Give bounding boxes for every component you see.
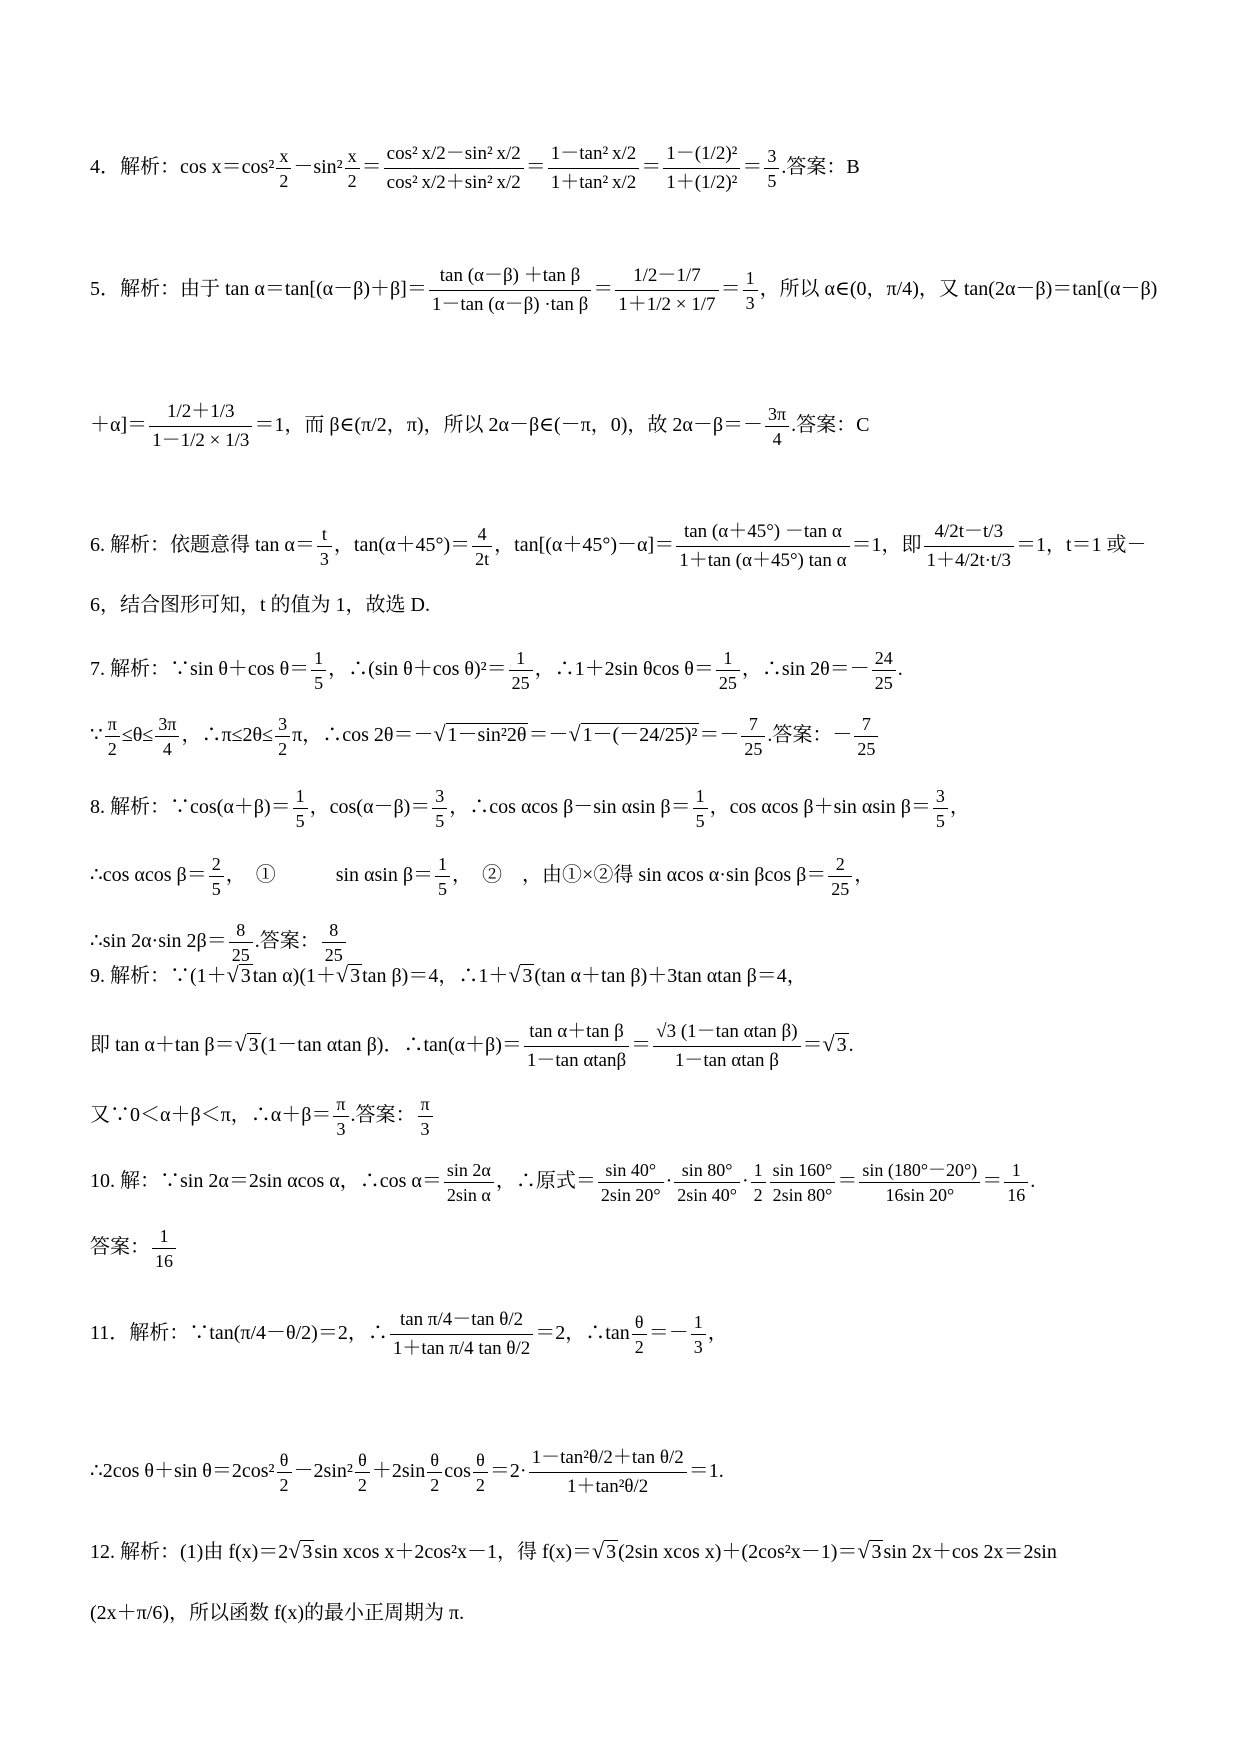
text: ＝1，t＝1 或－ xyxy=(1016,534,1147,557)
text: ，∴π≤2θ≤ xyxy=(181,724,274,747)
text: cos xyxy=(444,1460,471,1483)
fraction: $\frac{1}{5}$ xyxy=(693,784,708,833)
text: (1－tan αtan β)．∴tan(α＋β)＝ xyxy=(260,1034,522,1057)
fraction: $\frac{t}{3}$ xyxy=(317,522,332,571)
text: ＝－ xyxy=(648,1322,689,1345)
solution-11: 11．解析：∵tan(π/4－θ/2)＝2，∴ $\frac{\text{tan π/4－tan θ/2}}{\text{1＋tan π/4 tan θ/2}}$ ＝2，∴tan $\frac{\theta}{2}$ ＝－ $\frac{1}{3}$ ， xyxy=(90,1306,728,1363)
text: －sin² xyxy=(293,156,343,179)
text: ，又 tan(2α－β)＝tan[(α－β) xyxy=(918,278,1158,301)
item-label: 5．解析： xyxy=(90,278,180,301)
text: ，所以函数 f(x)的最小正周期为 π. xyxy=(169,1602,465,1624)
sqrt: 3 xyxy=(836,1034,847,1057)
text: . xyxy=(897,658,903,681)
solution-9-cont2 xyxy=(90,1092,435,1141)
text: ， ② ，由①×②得 sin αcos α·sin βcos β＝ xyxy=(452,864,827,887)
fraction: $\frac{2}{25}$ xyxy=(828,852,852,901)
fraction: $\frac{\sin 2\alpha}{\text{2sin α}}$ xyxy=(444,1158,494,1207)
solution-7 xyxy=(90,646,903,695)
text: ＝－ xyxy=(699,724,740,747)
fraction: $\frac{\sin 80^\circ}{2\sin 40^\circ}$ xyxy=(674,1158,740,1207)
fraction: $\frac{1}{25}$ xyxy=(509,646,533,695)
solution-8: 8. 解析：∵cos(α＋β)＝ $\frac{1}{5}$ ，cos(α－β)＝ $\frac{3}{5}$ ，∴cos αcos β－sin αsin β＝ $\frac{1}{5}$ ，cos αcos β＋sin αsin β＝ $\frac{3}{5}$ ， xyxy=(90,786,970,831)
item-label: 9. 解析： xyxy=(90,965,170,987)
item-label: 7. 解析： xyxy=(90,658,170,681)
text: ，cos(α－β)＝ xyxy=(309,796,431,819)
text: ，∴cos αcos β－sin αsin β＝ xyxy=(449,796,691,819)
text: ＋2sin xyxy=(371,1460,426,1483)
fraction: $\frac{1}{5}$ xyxy=(311,646,326,695)
text: ＝1，即 xyxy=(851,534,922,557)
text: ∵(1＋ xyxy=(170,965,227,987)
text: ，所以 α∈ xyxy=(759,278,850,301)
text: －2sin² xyxy=(293,1460,353,1483)
text: ，∴(sin θ＋cos θ)²＝ xyxy=(328,658,507,681)
fraction: $\frac{1}{3}$ xyxy=(743,266,758,315)
fraction: $\frac{\theta}{2}$ xyxy=(632,1310,647,1359)
solution-11-cont xyxy=(90,1444,724,1501)
interval: 0，π/4 xyxy=(856,278,913,301)
fraction: $\frac{\pi}{3}$ xyxy=(418,1092,433,1141)
text: ， xyxy=(707,1322,728,1345)
solution-10-answer xyxy=(90,1224,178,1273)
sqrt: 1－(－24/25)² xyxy=(582,724,698,747)
text: 6，结合图形可知，t 的值为 1，故选 D. xyxy=(90,594,430,616)
text: sin xcos x＋2cos²x－1，得 f(x)＝ xyxy=(314,1541,593,1563)
text: ，所以 2α－β∈(－π，0)，故 2α－β＝－ xyxy=(423,414,764,437)
fraction: $\frac{1}{16}$ xyxy=(152,1224,176,1273)
item-label: 6. 解析： xyxy=(90,534,170,557)
solution-9-cont: 即 tan α＋tan β＝√ 3 (1－tan αtan β)．∴tan(α＋β)＝ $\frac{\text{tan α＋tan β}}{\text{1－tan αtanβ}}$ ＝ $\frac{\text{√3 (1－tan αtan β)}}{\text{1－tan αtan β}}$ ＝√ 3 . xyxy=(90,1018,854,1075)
fraction: $\frac{1}{16}$ xyxy=(1004,1158,1028,1207)
solution-5: 5．解析：由于 tan α＝tan[(α－β)＋β]＝ $\frac{\text{tan (α－β) ＋tan β}}{\text{1－tan (α－β) ·tan β}}$ ＝ $\frac{1/2-1/7}{1+1/2 \times 1/7}$ ＝ $\frac{1}{3}$ ，所以 α∈(0，π/4)，又 tan(2α－β)＝tan[(α－β) xyxy=(90,262,1157,319)
fraction: $\frac{3}{5}$ xyxy=(432,784,447,833)
fraction: $\frac{\theta}{2}$ xyxy=(427,1448,442,1497)
text: ＋α]＝ xyxy=(90,414,148,437)
text: ＝2，∴ xyxy=(317,1322,388,1345)
fraction: $\frac{1}{25}$ xyxy=(716,646,740,695)
solution-8-cont xyxy=(90,852,874,901)
text: ∵cos(α＋β)＝ xyxy=(170,796,291,819)
fraction: $\frac{\text{√3 (1－tan αtan β)}}{\text{1－tan αtan β}}$ xyxy=(653,1018,800,1075)
text: ＝1，而 β∈ xyxy=(254,414,355,437)
expression: π/4－θ/2 xyxy=(240,1322,312,1345)
text: . xyxy=(1030,1170,1036,1193)
fraction: $\frac{\text{1－tan² x/2}}{\text{1＋tan² x/2}}$ xyxy=(548,140,640,197)
text: ，tan[(α＋45°)－α]＝ xyxy=(494,534,675,557)
fraction: $\frac{3\pi}{4}$ xyxy=(155,712,179,761)
answer: .答案：－ xyxy=(767,724,853,747)
text: . xyxy=(848,1034,854,1057)
text: tan β)＝4，∴1＋ xyxy=(362,965,509,987)
fraction: $\frac{\text{1－(1/2)²}}{\text{1＋(1/2)²}}$ xyxy=(663,140,740,197)
text: π，∴cos 2θ＝－ xyxy=(292,724,434,747)
fraction: $\frac{2}{5}$ xyxy=(209,852,224,901)
text: ＝ xyxy=(631,1034,652,1057)
fraction: $\frac{3}{5}$ xyxy=(764,144,779,193)
text: ∵ xyxy=(90,724,103,747)
sqrt: 1－sin²2θ xyxy=(447,724,527,747)
fraction: $\frac{1}{2}$ xyxy=(751,1158,766,1207)
item-label: 4．解析： xyxy=(90,156,180,179)
answer: .答案： xyxy=(350,1104,416,1127)
fraction: $\frac{\pi}{3}$ xyxy=(333,1092,348,1141)
item-label: 10. 解： xyxy=(90,1170,160,1193)
fraction: $\frac{1/2-1/7}{1+1/2 \times 1/7}$ xyxy=(615,262,718,319)
fraction: $\frac{\sin 160^\circ}{2\sin 80^\circ}$ xyxy=(770,1158,836,1207)
text: 又∵0＜α＋β＜π，∴α＋β＝ xyxy=(90,1104,332,1127)
fraction: $\frac{4}{2t}$ xyxy=(472,522,492,571)
item-label: 11．解析： xyxy=(90,1322,190,1345)
fraction: $\frac{4/2t-t/3}{1+4/2t\cdot t/3}$ xyxy=(924,518,1014,575)
text: 由于 tan α＝tan[(α－β)＋β]＝ xyxy=(180,278,427,301)
text: ， ① sin αsin β＝ xyxy=(225,864,434,887)
solution-5-cont: ＋α]＝ $\frac{1/2+1/3}{1-1/2 \times 1/3}$ ＝1，而 β∈(π/2，π)，所以 2α－β∈(－π，0)，故 2α－β＝－ $\frac{3\pi}{4}$ .答案：C xyxy=(90,398,869,455)
text: ≤θ≤ xyxy=(121,724,154,747)
sqrt: 3 xyxy=(248,1034,259,1057)
text: ＝－ xyxy=(528,724,569,747)
answer: 答案： xyxy=(90,1236,150,1259)
solution-8-cont2 xyxy=(90,918,348,967)
fraction: $\frac{\theta}{2}$ xyxy=(355,1448,370,1497)
solution-6-cont xyxy=(90,592,430,618)
text: ， xyxy=(854,864,875,887)
text: ∴sin 2α·sin 2β＝ xyxy=(90,930,227,953)
fraction: $\frac{8}{25}$ xyxy=(229,918,253,967)
fraction: $\frac{7}{25}$ xyxy=(854,712,878,761)
fraction: $\frac{\pi}{2}$ xyxy=(105,712,120,761)
fraction: $\frac{\text{tan (α－β) ＋tan β}}{\text{1－tan (α－β) ·tan β}}$ xyxy=(429,262,591,319)
fraction: $\frac{\theta}{2}$ xyxy=(277,1448,292,1497)
fraction: $\frac{\text{tan α＋tan β}}{\text{1－tan αtanβ}}$ xyxy=(524,1018,629,1075)
fraction: $\frac{\text{tan π/4－tan θ/2}}{\text{1＋tan π/4 tan θ/2}}$ xyxy=(390,1306,533,1363)
fraction: $\frac{1}{5}$ xyxy=(293,784,308,833)
fraction: $\frac{3}{5}$ xyxy=(933,784,948,833)
text: (2sin xcos x)＋(2cos²x－1)＝ xyxy=(618,1541,858,1563)
fraction: $\frac{x}{2}$ xyxy=(345,144,360,193)
text: 即 tan α＋tan β＝ xyxy=(90,1034,235,1057)
fraction: $\frac{\sin 40^\circ}{2\sin 20^\circ}$ xyxy=(598,1158,664,1207)
text: cos x＝cos² xyxy=(180,156,275,179)
text: tan α)(1＋ xyxy=(252,965,336,987)
text: ∵sin 2α＝2sin αcos α，∴cos α＝ xyxy=(160,1170,442,1193)
solution-12: 12. 解析：(1)由 f(x)＝2√ 3 sin xcos x＋2cos²x－1，得 f(x)＝√ 3 (2sin xcos x)＋(2cos²x－1)＝√ 3 sin 2x＋cos 2x＝2sin xyxy=(90,1538,1057,1563)
solution-9: 9. 解析：∵(1＋√ 3 tan α)(1＋√ 3 tan β)＝4，∴1＋√ 3 (tan α＋tan β)＋3tan αtan β＝4， xyxy=(90,962,807,987)
text: ∴cos αcos β＝ xyxy=(90,864,207,887)
fraction: $\frac{\text{tan (α＋45°) －tan α}}{\text{1＋tan (α＋45°) tan α}}$ xyxy=(676,518,849,575)
text: 依题意得 tan α＝ xyxy=(170,534,315,557)
fraction: $\frac{x}{2}$ xyxy=(276,144,291,193)
text: ∴2cos θ＋sin θ＝2cos² xyxy=(90,1460,275,1483)
fraction: $\frac{\text{cos² x/2－sin² x/2}}{\text{cos² x/2＋sin² x/2}}$ xyxy=(384,140,524,197)
text: ，cos αcos β＋sin αsin β＝ xyxy=(709,796,931,819)
fraction: $\frac{3}{2}$ xyxy=(275,712,290,761)
fraction: $\frac{7}{25}$ xyxy=(741,712,765,761)
fraction: $\frac{\theta}{2}$ xyxy=(473,1448,488,1497)
answer: .答案： xyxy=(254,930,320,953)
text: ，∴sin 2θ＝－ xyxy=(741,658,870,681)
solution-10: 10. 解：∵sin 2α＝2sin αcos α，∴cos α＝ $\frac{\sin 2\alpha}{\text{2sin α}}$ ，∴原式＝ $\frac{\sin 40^\circ}{2\sin 20^\circ}$ · $\frac{\sin 80^\circ}{2\sin 40^\circ}$ · $\frac{1}{2}$ $\frac{\sin 160^\circ}{2\sin 80^\circ}$ ＝ $\frac{\sin (180^\circ-20^\circ)}{16\sin 20^\circ}$ ＝ $\frac{1}{16}$ . xyxy=(90,1160,1036,1205)
text: ＝ xyxy=(802,1034,823,1057)
text: ＝1. xyxy=(688,1460,724,1483)
fraction: $\frac{1}{5}$ xyxy=(435,852,450,901)
fraction: $\frac{3\pi}{4}$ xyxy=(765,402,789,451)
text: sin 2x＋cos 2x＝2sin xyxy=(883,1541,1057,1563)
solution-6 xyxy=(90,518,1147,575)
text: ，∴1＋2sin θcos θ＝ xyxy=(534,658,714,681)
fraction: $\frac{8}{25}$ xyxy=(322,918,346,967)
answer: .答案：B xyxy=(781,156,860,179)
sqrt: 3 xyxy=(350,965,361,987)
expression: 2x＋π/6 xyxy=(96,1602,163,1624)
answer: .答案：C xyxy=(791,414,870,437)
fraction: $\frac{\text{1－tan²θ/2＋tan θ/2}}{\text{1＋tan²θ/2}}$ xyxy=(529,1444,687,1501)
interval: π/2，π xyxy=(361,414,417,437)
text: ＝2· xyxy=(489,1460,527,1483)
item-label: 8. 解析： xyxy=(90,796,170,819)
solution-4: 4．解析：cos x＝cos² $\frac{x}{2}$ －sin² $\frac{x}{2}$ ＝ $\frac{\text{cos² x/2－sin² x/2}}{\text{cos² x/2＋sin² x/2}}$ ＝ $\frac{\text{1－tan² x/2}}{\text{1＋tan² x/2}}$ ＝ $\frac{\text{1－(1/2)²}}{\text{1＋(1/2)²}}$ ＝ $\frac{3}{5}$ .答案：B xyxy=(90,140,860,197)
solution-7-cont: ∵ $\frac{\pi}{2}$ ≤θ≤ $\frac{3\pi}{4}$ ，∴π≤2θ≤ $\frac{3}{2}$ π，∴cos 2θ＝－√ 1－sin²2θ ＝－√ 1－(－24/25)² ＝－ $\frac{7}{25}$ .答案：－ $\frac{7}{25}$ xyxy=(90,712,880,761)
text: ∵sin θ＋cos θ＝ xyxy=(170,658,310,681)
text: (1)由 f(x)＝2 xyxy=(180,1541,289,1563)
sqrt: 3 xyxy=(522,965,533,987)
text: ＝ xyxy=(361,156,382,179)
text: ∵tan xyxy=(189,1322,234,1345)
solution-12-cont: (2x＋π/6)，所以函数 f(x)的最小正周期为 π. xyxy=(90,1602,465,1624)
text: ，tan(α＋45°)＝ xyxy=(333,534,471,557)
fraction: $\frac{24}{25}$ xyxy=(872,646,896,695)
fraction: $\frac{\sin (180^\circ-20^\circ)}{16\sin 20^\circ}$ xyxy=(859,1158,980,1207)
sqrt: 3 xyxy=(240,965,251,987)
item-label: 12. 解析： xyxy=(90,1541,180,1563)
fraction: $\frac{1}{3}$ xyxy=(691,1310,706,1359)
text: (tan α＋tan β)＋3tan αtan β＝4， xyxy=(534,965,807,987)
text: ，∴原式＝ xyxy=(495,1170,596,1193)
text: ＝2，∴tan xyxy=(535,1322,630,1345)
fraction: $\frac{1/2+1/3}{1-1/2 \times 1/3}$ xyxy=(149,398,252,455)
